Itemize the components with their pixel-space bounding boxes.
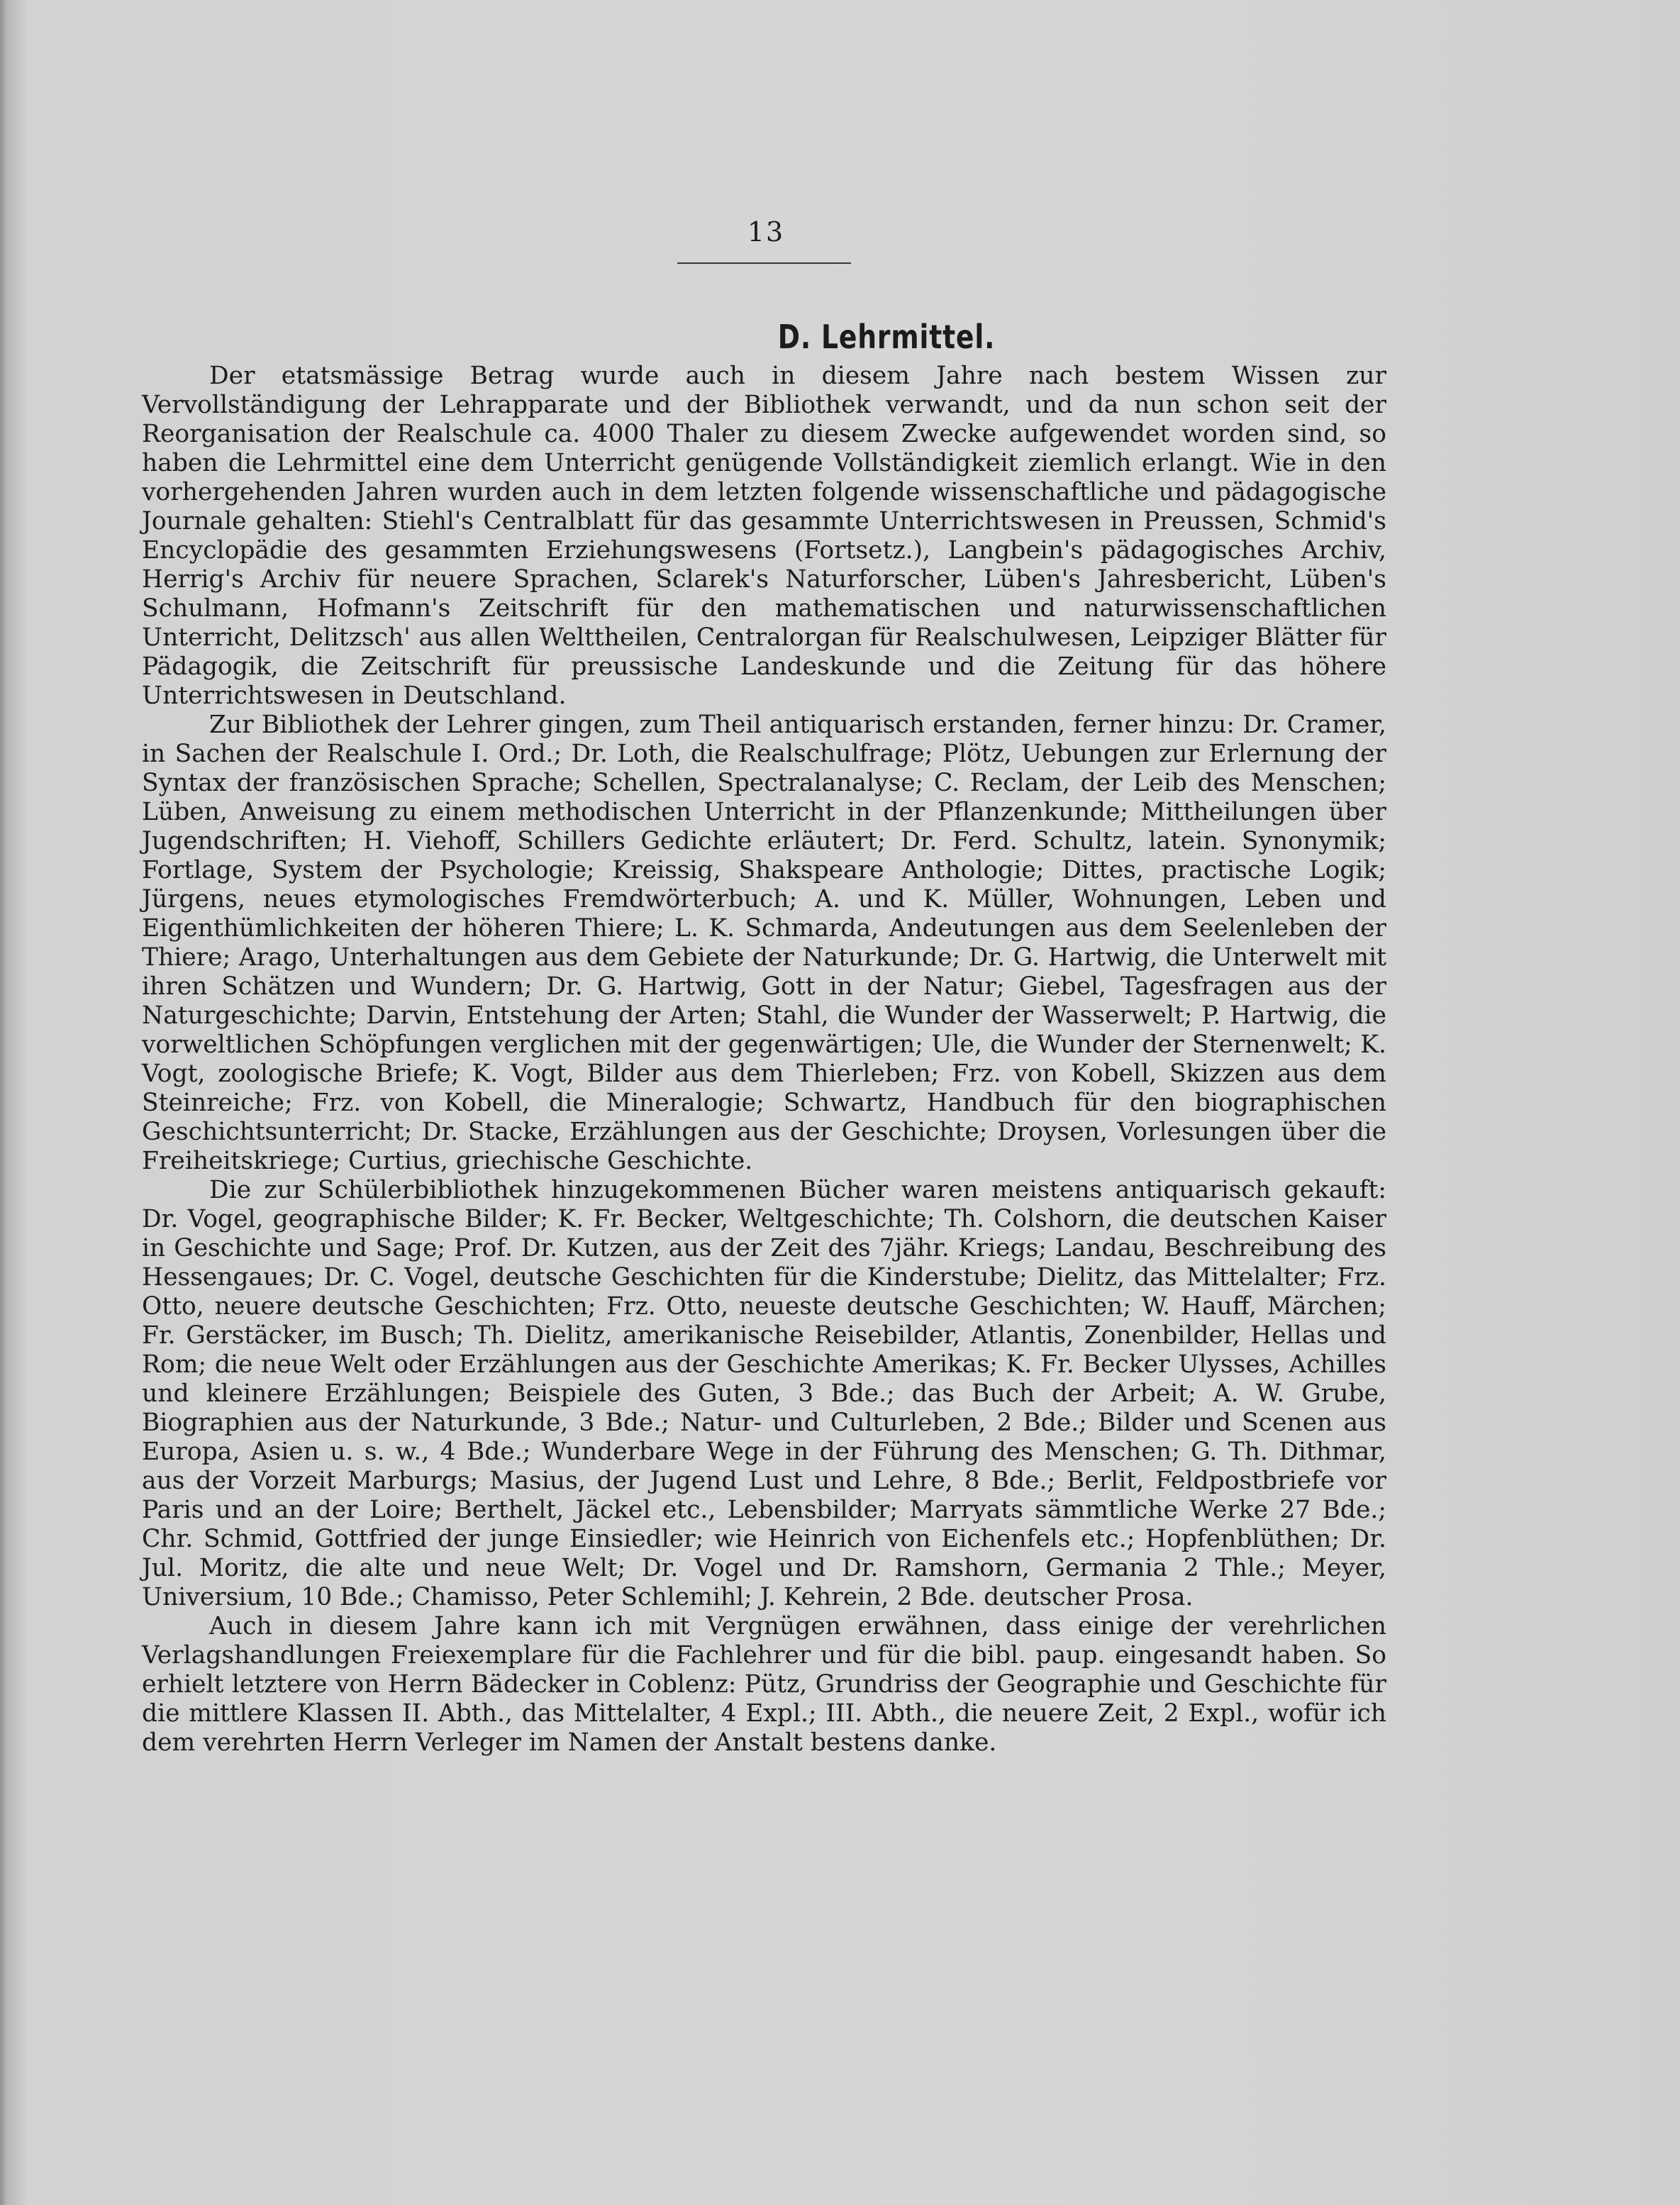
paragraph bbox=[142, 711, 1386, 1176]
paragraph bbox=[142, 362, 1386, 711]
section-heading: D. Lehrmittel. bbox=[777, 318, 996, 356]
paragraph bbox=[142, 1176, 1386, 1612]
paragraph-text: Die zur Schülerbibliothek hinzugekommenen Bücher waren meistens antiquarisch gekauft: Dr. Vogel, geographische Bilder; K. Fr. Becker, Weltgeschichte; Th. Colshorn, die deutschen Kaiser in Geschichte und Sage; Prof. Dr. Kutzen, aus der Zeit des 7jähr. Kriegs; Landau, Beschreibung des Hessengaues; Dr. C. Vogel, deutsche Geschichten für die Kinderstube; Dielitz, das Mittelalter; Frz. Otto, neuere deutsche Geschichten; Frz. Otto, neueste deutsche Geschichten; W. Hauff, Märchen; Fr. Gerstäcker, im Busch; Th. Dielitz, amerikanische Reisebilder, Atlantis, Zonenbilder, Hellas und Rom; die neue Welt oder Erzählungen aus der Geschichte Amerikas; K. Fr. Becker Ulysses, Achilles und kleinere Erzählungen; Beispiele des Guten, 3 Bde.; das Buch der Arbeit; A. W. Grube, Biographien aus der Naturkunde, 3 Bde.; Natur- und Culturleben, 2 Bde.; Bilder und Scenen aus Europa, Asien u. s. w., 4 Bde.; Wunderbare Wege in der Führung des Menschen; G. Th. Dithmar, aus der Vorzeit Marburgs; Masius, der Jugend Lust und Lehre, 8 Bde.; Berlit, Feldpostbriefe vor Paris und an der Loire; Berthelt, Jäckel etc., Lebensbilder; Marryats sämmtliche Werke 27 Bde.; Chr. Schmid, Gottfried der junge Einsiedler; wie Heinrich von Eichenfels etc.; Hopfenblüthen; Dr. Jul. Moritz, die alte und neue Welt; Dr. Vogel und Dr. Ramshorn, Germania 2 Thle.; Meyer, Universium, 10 Bde.; Chamisso, Peter Schlemihl; J. Kehrein, 2 Bde. deutscher Prosa. bbox=[142, 1176, 1386, 1611]
paragraph-text: Zur Bibliothek der Lehrer gingen, zum Theil antiquarisch erstanden, ferner hinzu: Dr. Cramer, in Sachen der Realschule I. Ord.; Dr. Loth, die Realschulfrage; Plötz, Uebungen zur Erlernung der Syntax der französischen Sprache; Schellen, Spectralanalyse; C. Reclam, der Leib des Menschen; Lüben, Anweisung zu einem methodischen Unterricht in der Pflanzenkunde; Mittheilungen über Jugendschriften; H. Viehoff, Schillers Gedichte erläutert; Dr. Ferd. Schultz, latein. Synonymik; Fortlage, System der Psychologie; Kreissig, Shakspeare Anthologie; Dittes, practische Logik; Jürgens, neues etymologisches Fremdwörterbuch; A. und K. Müller, Wohnungen, Leben und Eigenthümlichkeiten der höheren Thiere; L. K. Schmarda, Andeutungen aus dem Seelenleben der Thiere; Arago, Unterhaltungen aus dem Gebiete der Naturkunde; Dr. G. Hartwig, die Unterwelt mit ihren Schätzen und Wundern; Dr. G. Hartwig, Gott in der Natur; Giebel, Tagesfragen aus der Naturgeschichte; Darvin, Entstehung der Arten; Stahl, die Wunder der Wasserwelt; P. Hartwig, die vorweltlichen Schöpfungen verglichen mit der gegenwärtigen; Ule, die Wunder der Sternenwelt; K. Vogt, zoologische Briefe; K. Vogt, Bilder aus dem Thierleben; Frz. von Kobell, Skizzen aus dem Steinreiche; Frz. von Kobell, die Mineralogie; Schwartz, Handbuch für den biographischen Geschichtsunterricht; Dr. Stacke, Erzählungen aus der Geschichte; Droysen, Vorlesungen über die Freiheitskriege; Curtius, griechische Geschichte. bbox=[142, 711, 1386, 1175]
paragraph bbox=[142, 1612, 1386, 1757]
paragraph-text: Der etatsmässige Betrag wurde auch in diesem Jahre nach bestem Wissen zur Vervollständigung der Lehrapparate und der Bibliothek verwandt, und da nun schon seit der Reorganisation der Realschule ca. 4000 Thaler zu diesem Zwecke aufgewendet worden sind, so haben die Lehrmittel eine dem Unterricht genügende Vollständigkeit ziemlich erlangt. Wie in den vorhergehenden Jahren wurden auch in dem letzten folgende wissenschaftliche und pädagogische Journale gehalten: Stiehl's Centralblatt für das gesammte Unterrichtswesen in Preussen, Schmid's Encyclopädie des gesammten Erziehungswesens (Fortsetz.), Langbein's pädagogisches Archiv, Herrig's Archiv für neuere Sprachen, Sclarek's Naturforscher, Lüben's Jahresbericht, Lüben's Schulmann, Hofmann's Zeitschrift für den mathematischen und naturwissenschaftlichen Unterricht, Delitzsch' aus allen Welttheilen, Centralorgan für Realschulwesen, Leipziger Blätter für Pädagogik, die Zeitschrift für preussische Landeskunde und die Zeitung für das höhere Unterrichtswesen in Deutschland. bbox=[142, 362, 1386, 710]
page-number-rule bbox=[677, 262, 851, 264]
paragraph-text: Auch in diesem Jahre kann ich mit Vergnügen erwähnen, dass einige der verehrlichen Verlagshandlungen Freiexemplare für die Fachlehrer und für die bibl. paup. eingesandt haben. So erhielt letztere von Herrn Bädecker in Coblenz: Pütz, Grundriss der Geographie und Geschichte für die mittlere Klassen II. Abth., das Mittelalter, 4 Expl.; III. Abth., die neuere Zeit, 2 Expl., wofür ich dem verehrten Herrn Verleger im Namen der Anstalt bestens danke. bbox=[142, 1612, 1386, 1757]
page-number: 13 bbox=[747, 216, 785, 248]
body-text bbox=[142, 362, 1386, 1757]
